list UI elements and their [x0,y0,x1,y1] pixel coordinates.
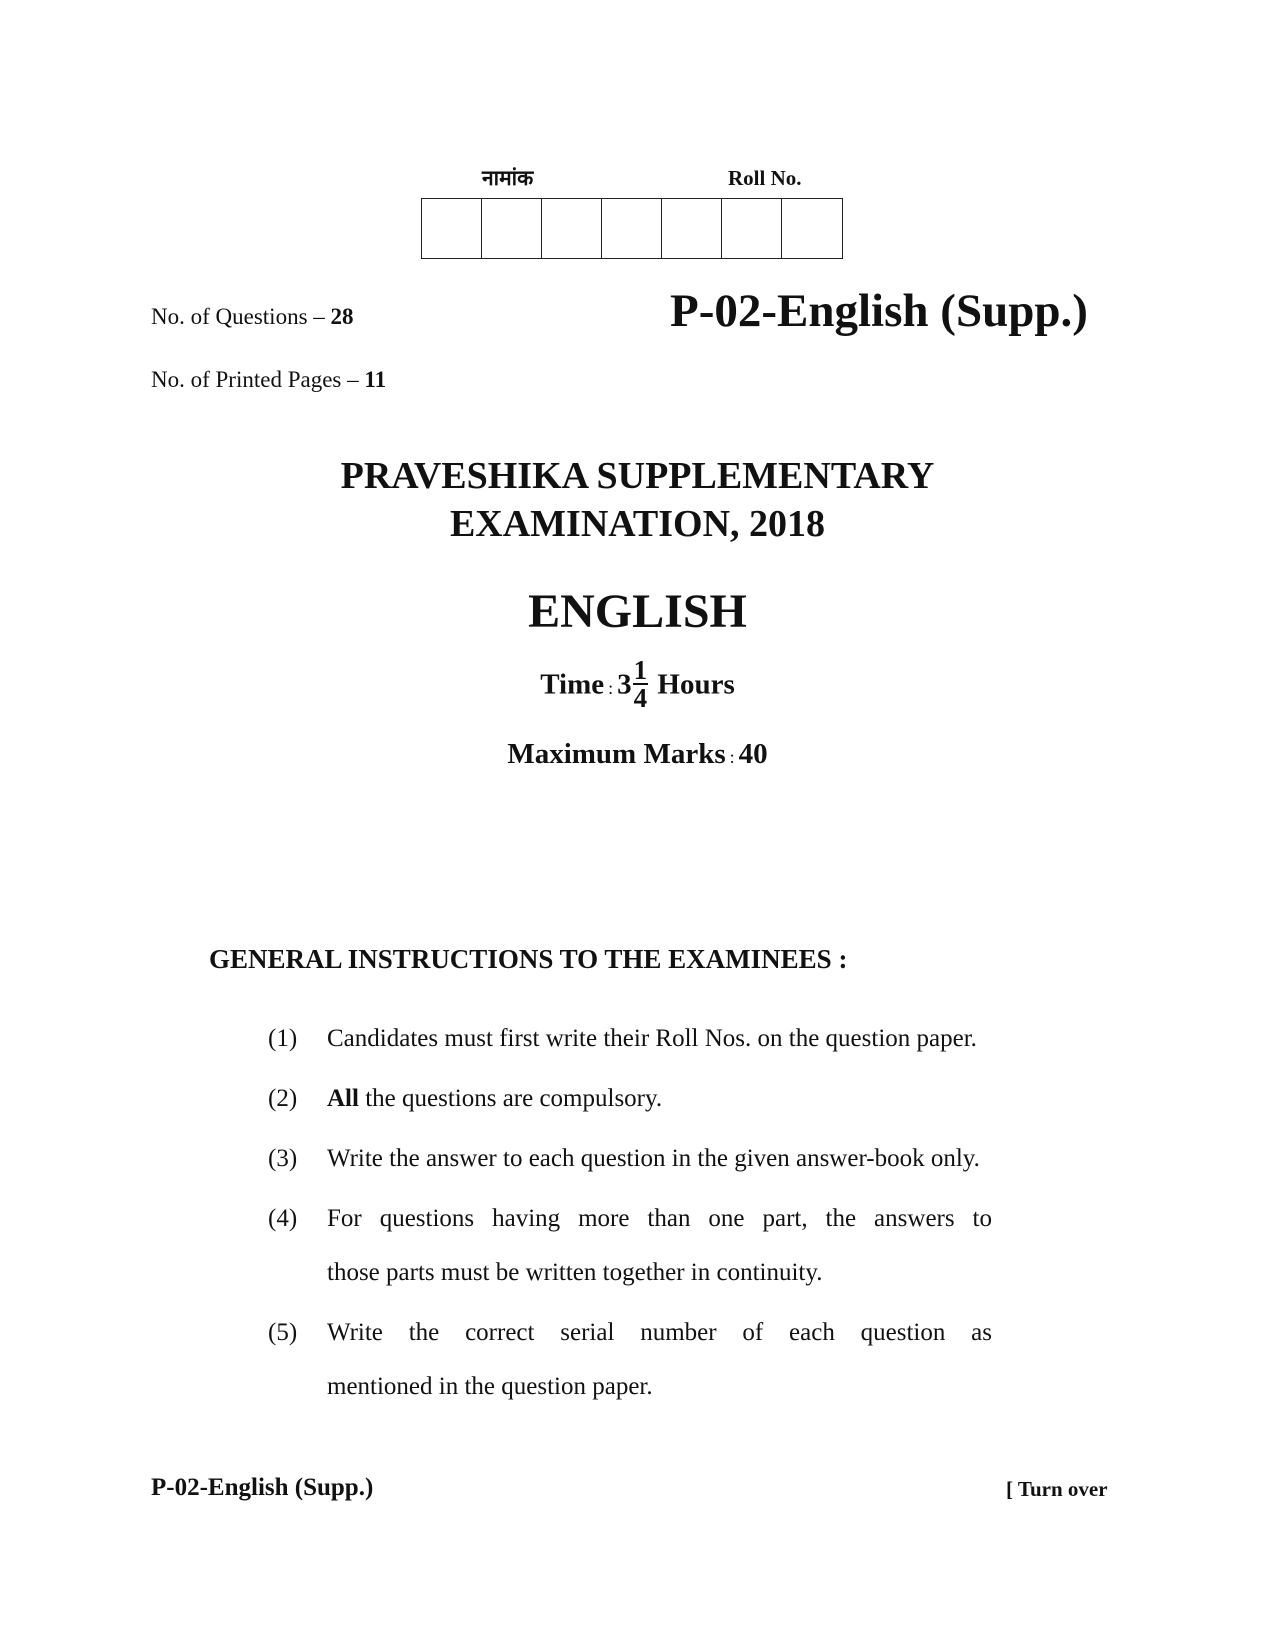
roll-box [662,199,722,258]
printed-pages-count: No. of Printed Pages – 11 [151,367,387,392]
exam-title-line1: PRAVESHIKA SUPPLEMENTARY [340,455,935,497]
roll-box [542,199,602,258]
questions-count: No. of Questions – 28 [151,304,354,329]
list-item: (2) All the questions are compulsory. [268,1085,663,1112]
exam-title-line2: EXAMINATION, 2018 [449,503,826,545]
subject-title: ENGLISH [528,585,747,638]
instructions-list [268,1012,1028,1420]
list-item: (4) For questions having more than one part, the answers to those parts must be written together in continuity. [268,1205,992,1286]
paper-code: P-02-English (Supp.) [670,285,1088,337]
time-fraction: $\frac{1}{4}$ [633,655,648,713]
roll-box [782,199,842,258]
list-item: (5) Write the correct serial number of each question as mentioned in the question paper. [268,1319,992,1400]
time-allowed: Time : 3 $\frac{1}{4}$ Hours [540,655,735,713]
roll-box [602,199,662,258]
exam-title [0,452,1275,548]
list-item: (1) Candidates must first write their Roll Nos. on the question paper. [268,1025,977,1052]
roll-box [422,199,482,258]
roll-box [722,199,782,258]
instructions-heading: GENERAL INSTRUCTIONS TO THE EXAMINEES : [209,944,848,974]
footer-paper-code: P-02-English (Supp.) [151,1474,374,1501]
roll-label-english: Roll No. [728,166,802,190]
turn-over-note: [ Turn over [1006,1477,1108,1501]
maximum-marks: Maximum Marks : 40 [507,738,768,770]
list-item: (3) Write the answer to each question in the given answer-book only. [268,1145,980,1172]
roll-label-hindi: नामांक [482,166,534,190]
roll-box [482,199,542,258]
roll-number-boxes [421,198,843,259]
